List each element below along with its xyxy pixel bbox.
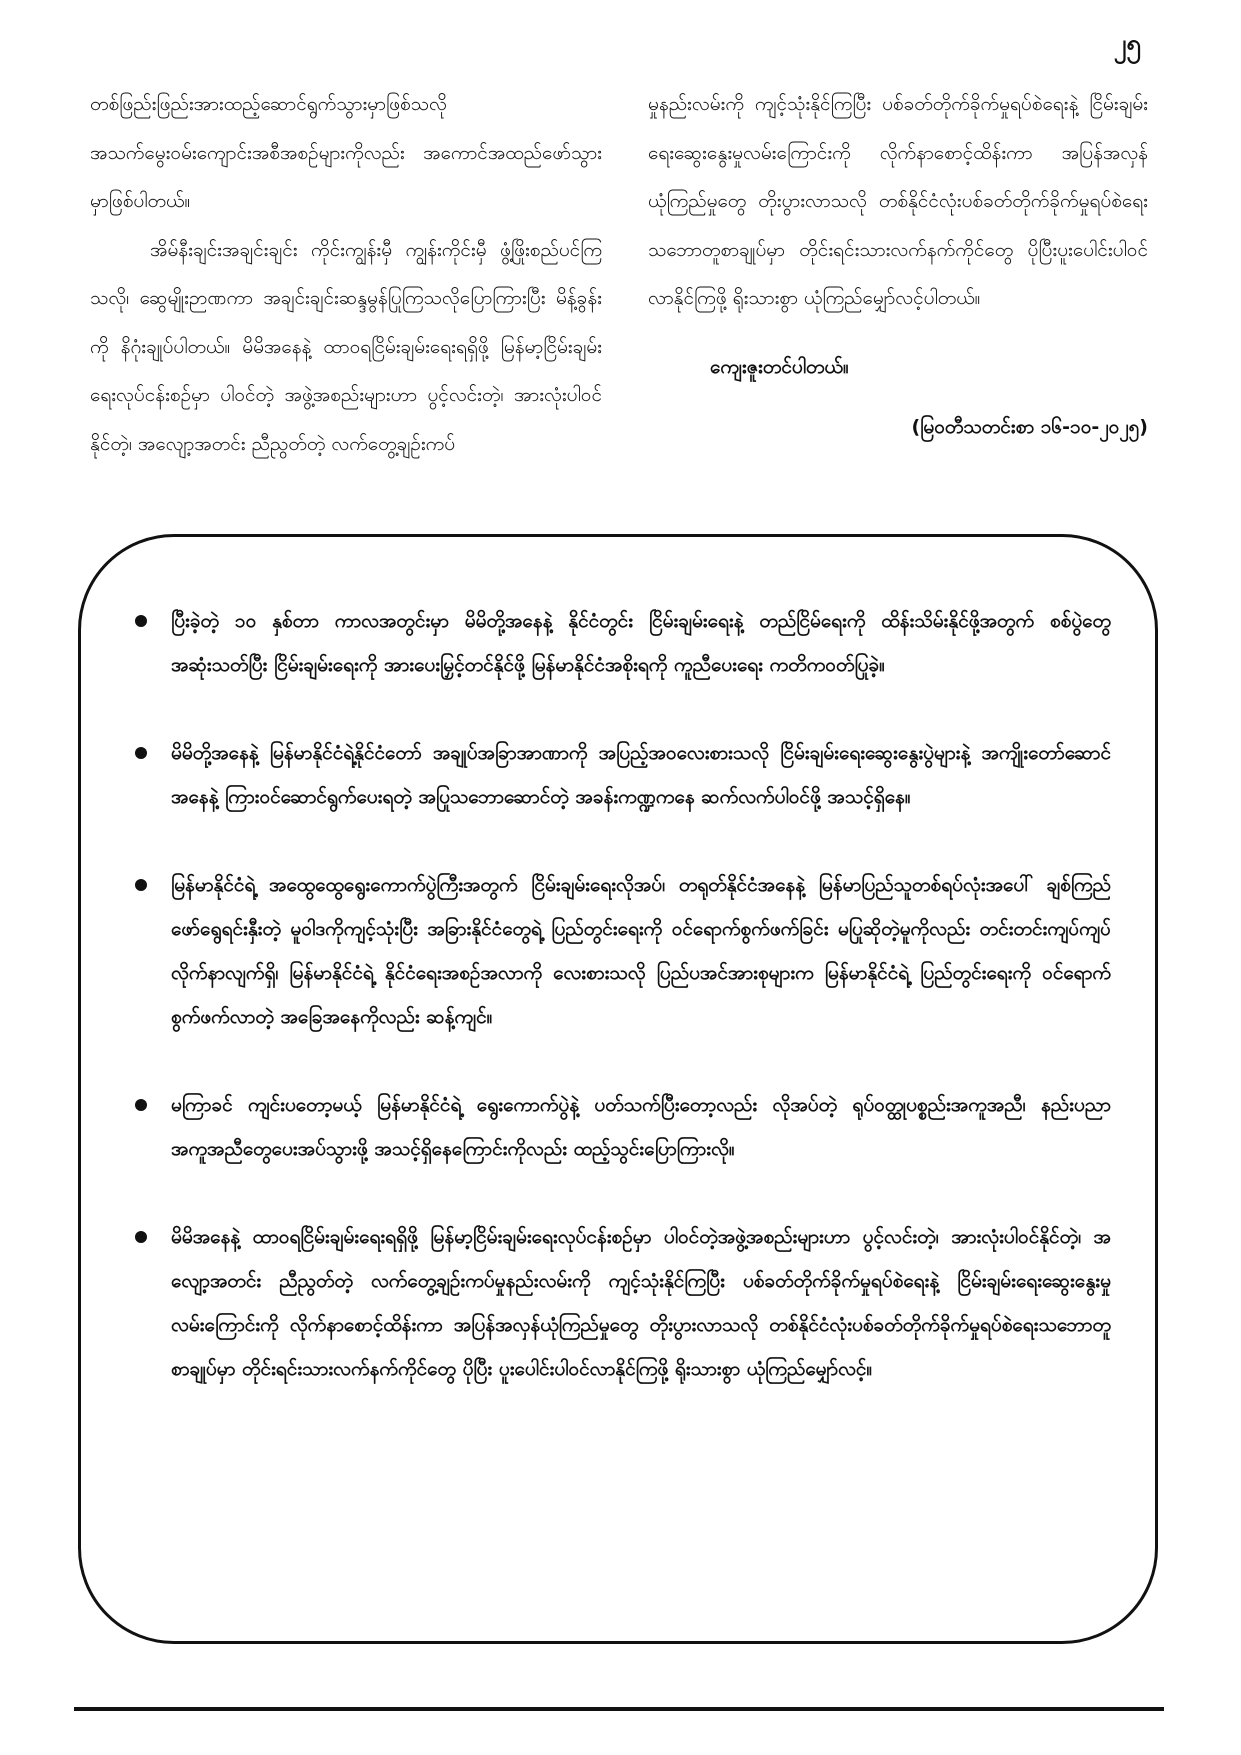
summary-item-text: ပြီးခဲ့တဲ့ ၁၀ နှစ်တာ ကာလအတွင်းမှာ မိမိတို့အနေနဲ့ နိုင်ငံတွင်း ငြိမ်းချမ်းရေးနဲ့ တည်ငြိမ်ရေးကို ထိန်းသိမ်းနိုင်ဖို့အတွက် စစ်ပွဲတွေ အဆုံးသတ်ပြီး ငြိမ်းချမ်းရေးကို အားပေးမြှင့်တင်နိုင်ဖို့ မြန်မာနိုင်ငံအစိုးရကို ကူညီပေးရေး ကတိကဝတ်ပြုခဲ့။	[171, 610, 1111, 676]
page-number: ၂၅	[1113, 29, 1141, 59]
summary-box	[78, 534, 1158, 1644]
bullet-icon	[135, 615, 147, 627]
summary-item-text: မိမိတို့အနေနဲ့ မြန်မာနိုင်ငံရဲ့နိုင်ငံတော် အချုပ်အခြာအာဏာကို အပြည့်အဝလေးစားသလို ငြိမ်းချမ်းရေးဆွေးနွေးပွဲများနဲ့ အကျိုးတော်ဆောင်အနေနဲ့ ကြားဝင်ဆောင်ရွက်ပေးရတဲ့ အပြုသဘောဆောင်တဲ့ အခန်းကဏ္ဍကနေ ဆက်လက်ပါဝင်ဖို့ အသင့်ရှိနေ။	[171, 742, 1111, 808]
summary-item	[135, 1083, 1111, 1171]
bullet-icon	[135, 1231, 147, 1243]
left-column	[90, 80, 602, 468]
closing-thanks: ကျေးဇူးတင်ပါတယ်။	[710, 355, 849, 378]
summary-item-text: မကြာခင် ကျင်းပတော့မယ့် မြန်မာနိုင်ငံရဲ့ ရွေးကောက်ပွဲနဲ့ ပတ်သက်ပြီးတော့လည်း လိုအပ်တဲ့ ရုပ်ဝတ္ထုပစ္စည်းအကူအညီ၊ နည်းပညာအကူအညီတွေပေးအပ်သွားဖို့ အသင့်ရှိနေကြောင်းကိုလည်း ထည့်သွင်းပြောကြားလို။	[171, 1094, 1111, 1160]
summary-item	[135, 731, 1111, 819]
summary-item	[135, 863, 1111, 1039]
summary-item-text: မိမိအနေနဲ့ ထာဝရငြိမ်းချမ်းရေးရရှိဖို့ မြန်မာ့ငြိမ်းချမ်းရေးလုပ်ငန်းစဉ်မှာ ပါဝင်တဲ့အဖွဲ့အစည်းများဟာ ပွင့်လင်းတဲ့၊ အားလုံးပါဝင်နိုင်တဲ့၊ အလျော့အတင်း ညီညွတ်တဲ့ လက်တွေ့ချဉ်းကပ်မှုနည်းလမ်းကို ကျင့်သုံးနိုင်ကြပြီး ပစ်ခတ်တိုက်ခိုက်မှုရပ်စဲရေးနဲ့ ငြိမ်းချမ်းရေးဆွေးနွေးမှု လမ်းကြောင်းကို လိုက်နာစောင့်ထိန်းကာ အပြန်အလှန်ယုံကြည်မှုတွေ တိုးပွားလာသလို တစ်နိုင်ငံလုံးပစ်ခတ်တိုက်ခိုက်မှုရပ်စဲရေးသဘောတူစာချုပ်မှာ တိုင်းရင်းသားလက်နက်ကိုင်တွေ ပိုပြီး ပူးပေါင်းပါဝင်လာနိုင်ကြဖို့ ရိုးသားစွာ ယုံကြည်မျှော်လင့်။	[171, 1226, 1111, 1380]
right-column	[648, 80, 1148, 452]
summary-item-text: မြန်မာနိုင်ငံရဲ့ အထွေထွေရွေးကောက်ပွဲကြီးအတွက် ငြိမ်းချမ်းရေးလိုအပ်၊ တရုတ်နိုင်ငံအနေနဲ့ မြန်မာပြည်သူတစ်ရပ်လုံးအပေါ် ချစ်ကြည်ဖော်ရွေရင်းနှီးတဲ့ မူဝါဒကိုကျင့်သုံးပြီး အခြားနိုင်ငံတွေရဲ့ ပြည်တွင်းရေးကို ဝင်ရောက်စွက်ဖက်ခြင်း မပြုဆိုတဲ့မူကိုလည်း တင်းတင်းကျပ်ကျပ် လိုက်နာလျက်ရှိ၊ မြန်မာနိုင်ငံရဲ့ နိုင်ငံရေးအစဉ်အလာကို လေးစားသလို ပြည်ပအင်အားစုများက မြန်မာနိုင်ငံရဲ့ ပြည်တွင်းရေးကို ဝင်ရောက်စွက်ဖက်လာတဲ့ အခြေအနေကိုလည်း ဆန့်ကျင်။	[171, 874, 1111, 1028]
right-paragraph-1: မှုနည်းလမ်းကို ကျင့်သုံးနိုင်ကြပြီး ပစ်ခတ်တိုက်ခိုက်မှုရပ်စဲရေးနဲ့ ငြိမ်းချမ်းရေးဆွေးနွေးမှုလမ်းကြောင်းကို လိုက်နာစောင့်ထိန်းကာ အပြန်အလှန်ယုံကြည်မှုတွေ တိုးပွားလာသလို တစ်နိုင်ငံလုံးပစ်ခတ်တိုက်ခိုက်မှုရပ်စဲရေးသဘောတူစာချုပ်မှာ တိုင်းရင်းသားလက်နက်ကိုင်တွေ ပိုပြီးပူးပေါင်းပါဝင်လာနိုင်ကြဖို့ ရိုးသားစွာ ယုံကြည်မျှော်လင့်ပါတယ်။	[648, 93, 1148, 309]
left-paragraph-2: အိမ်နီးချင်းအချင်းချင်း ကိုင်းကျွန်းမှီ ကျွန်းကိုင်းမှီ ဖွံ့ဖြိုးစည်ပင်ကြသလို၊ ဆွေမျိုးဉာဏကာ အချင်းချင်းဆန္ဒမွန်ပြုကြသလိုပြောကြားပြီး မိန့်ခွန်းကို နိဂုံးချုပ်ပါတယ်။ မိမိအနေနဲ့ ထာဝရငြိမ်းချမ်းရေးရရှိဖို့ မြန်မာ့ငြိမ်းချမ်းရေးလုပ်ငန်းစဉ်မှာ ပါဝင်တဲ့ အဖွဲ့အစည်းများဟာ ပွင့်လင်းတဲ့၊ အားလုံးပါဝင်နိုင်တဲ့၊ အလျော့အတင်း ညီညွတ်တဲ့ လက်တွေ့ချဉ်းကပ်	[90, 238, 602, 455]
summary-item	[135, 599, 1111, 687]
summary-item	[135, 1215, 1111, 1391]
bullet-icon	[135, 1099, 147, 1111]
footer-rule	[74, 1707, 1164, 1711]
bullet-icon	[135, 879, 147, 891]
left-paragraph-1: တစ်ဖြည်းဖြည်းအားထည့်ဆောင်ရွက်သွားမှာဖြစ်သလို အသက်မွေးဝမ်းကျောင်းအစီအစဉ်များကိုလည်း အကောင်အထည်ဖော်သွားမှာဖြစ်ပါတယ်။	[90, 93, 602, 212]
summary-list	[135, 599, 1111, 1391]
source-citation: (မြဝတီသတင်းစာ ၁၆-၁၀-၂၀၂၅)	[911, 416, 1148, 438]
bullet-icon	[135, 747, 147, 759]
